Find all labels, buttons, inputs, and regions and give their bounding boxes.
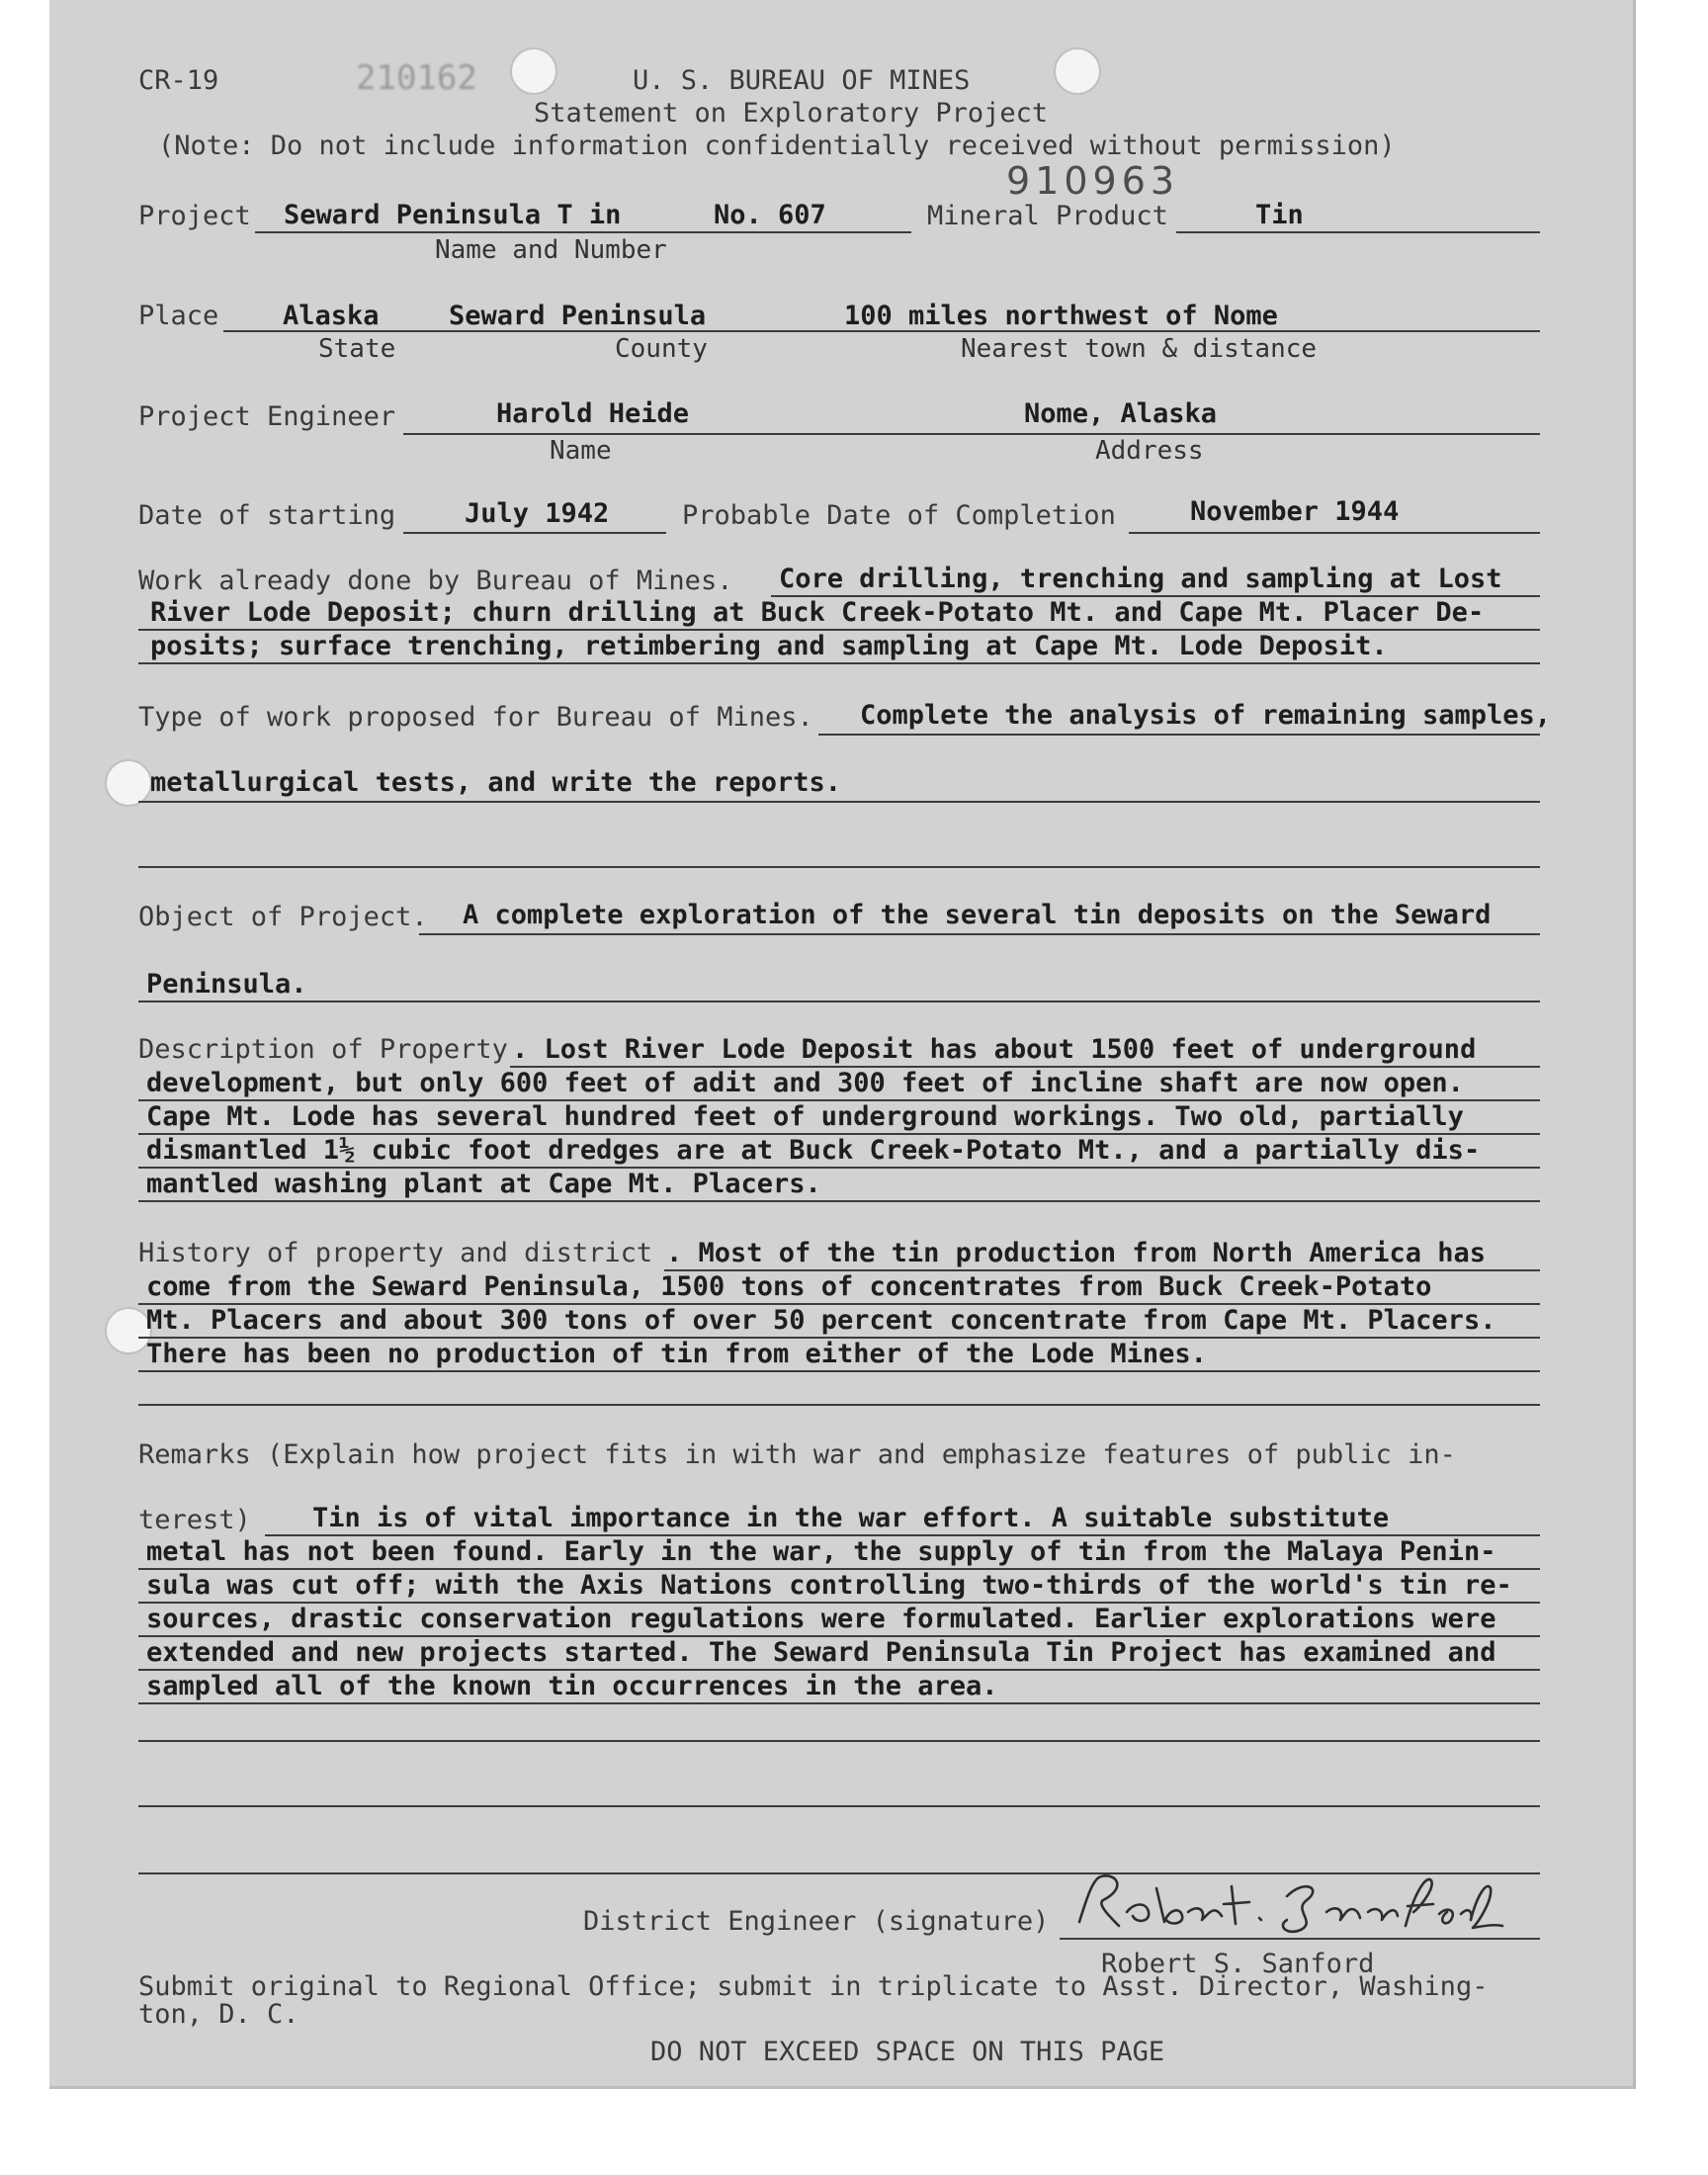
bottom-notice: DO NOT EXCEED SPACE ON THIS PAGE [650, 2037, 1165, 2067]
completion-date-value: November 1944 [1190, 496, 1400, 527]
scan-margin [0, 2096, 1708, 2175]
remarks-label: Remarks (Explain how project fits in with war and emphasize features of public in- [138, 1439, 1456, 1470]
work-done-line: Core drilling, trenching and sampling at Lost [779, 564, 1502, 594]
project-number-value: No. 607 [714, 200, 826, 230]
remarks-line: sources, drastic conservation regulations were formulated. Earlier explorations were [146, 1604, 1496, 1634]
remarks-line: sula was cut off; with the Axis Nations controlling two-thirds of the world's tin re- [146, 1570, 1512, 1601]
field-line [1129, 532, 1540, 534]
submit-instructions: Submit original to Regional Office; submit in triplicate to Asst. Director, Washing- [138, 1971, 1489, 2002]
county-caption: County [615, 334, 708, 364]
engineer-label: Project Engineer [138, 401, 396, 432]
remarks-line: extended and new projects started. The Seward Peninsula Tin Project has examined and [146, 1637, 1496, 1668]
work-proposed-label: Type of work proposed for Bureau of Mines. [138, 702, 813, 733]
typed-signer-name: Robert S. Sanford [1101, 1949, 1375, 1979]
form-code: CR-19 [138, 65, 219, 96]
description-line: development, but only 600 feet of adit and 300 feet of incline shaft are now open. [146, 1068, 1464, 1098]
field-line [138, 1404, 1540, 1406]
punch-hole [1054, 47, 1101, 95]
field-line [138, 662, 1540, 664]
handwritten-signature [1058, 1867, 1512, 1948]
engineer-address-value: Nome, Alaska [1024, 398, 1218, 429]
field-line [138, 1200, 1540, 1202]
punch-hole [510, 47, 557, 95]
faded-stamp-number: 210162 [356, 58, 477, 98]
mineral-product-label: Mineral Product [927, 201, 1168, 231]
field-line [138, 1740, 1540, 1742]
mineral-product-value: Tin [1255, 200, 1304, 230]
object-line: Peninsula. [146, 969, 307, 1000]
field-line [138, 1805, 1540, 1807]
history-line: . Most of the tin production from North America has [666, 1238, 1487, 1268]
place-state-value: Alaska [283, 301, 380, 331]
field-line [403, 532, 666, 534]
work-proposed-line: metallurgical tests, and write the reports. [150, 767, 841, 798]
address-caption: Address [1095, 436, 1204, 466]
signature-label: District Engineer (signature) [583, 1906, 1050, 1937]
description-line: . Lost River Lode Deposit has about 1500 feet of underground [512, 1034, 1477, 1065]
completion-date-label: Probable Date of Completion [682, 500, 1116, 531]
field-line [138, 1370, 1540, 1372]
field-line [1176, 231, 1540, 233]
submit-instructions-cont: ton, D. C. [138, 1999, 299, 2030]
field-line [419, 933, 1540, 935]
description-label: Description of Property [138, 1034, 508, 1065]
name-caption: Name [550, 436, 612, 466]
remarks-label-cont: terest) [138, 1505, 251, 1535]
field-line [255, 231, 911, 233]
town-caption: Nearest town & distance [961, 334, 1318, 364]
history-label: History of property and district [138, 1238, 653, 1268]
start-date-value: July 1942 [465, 498, 610, 529]
place-label: Place [138, 301, 219, 331]
place-county-value: Seward Peninsula [449, 301, 707, 331]
work-done-line: River Lode Deposit; churn drilling at Buck Creek-Potato Mt. and Cape Mt. Placer De- [150, 597, 1485, 628]
field-line [403, 433, 1540, 435]
start-date-label: Date of starting [138, 500, 396, 531]
punch-hole [105, 759, 152, 807]
engineer-name-value: Harold Heide [496, 398, 690, 429]
form-note: (Note: Do not include information confidentially received without permission) [158, 130, 1396, 161]
field-line [138, 866, 1540, 868]
remarks-line: Tin is of vital importance in the war effort. A suitable substitute [312, 1503, 1390, 1533]
description-line: mantled washing plant at Cape Mt. Placers. [146, 1169, 821, 1199]
place-town-value: 100 miles northwest of Nome [844, 301, 1278, 331]
field-line [818, 734, 1540, 736]
project-name-value: Seward Peninsula T in [284, 200, 622, 230]
field-line [138, 1702, 1540, 1704]
project-caption: Name and Number [435, 235, 667, 265]
project-label: Project [138, 201, 251, 231]
object-line: A complete exploration of the several tin deposits on the Seward [463, 900, 1492, 930]
object-label: Object of Project. [138, 902, 428, 932]
agency-name: U. S. BUREAU OF MINES [633, 65, 971, 96]
description-line: dismantled 1½ cubic foot dredges are at Buck Creek-Potato Mt., and a partially dis- [146, 1135, 1481, 1166]
work-done-label: Work already done by Bureau of Mines. [138, 566, 733, 596]
work-proposed-line: Complete the analysis of remaining samples, [860, 700, 1551, 731]
state-caption: State [318, 334, 396, 364]
punch-hole [105, 1307, 152, 1354]
description-line: Cape Mt. Lode has several hundred feet of underground workings. Two old, partially [146, 1101, 1464, 1132]
field-line [138, 801, 1540, 803]
history-line: There has been no production of tin from either of the Lode Mines. [146, 1339, 1207, 1369]
handwritten-number: 910963 [1006, 159, 1180, 203]
history-line: Mt. Placers and about 300 tons of over 50 percent concentrate from Cape Mt. Placers. [146, 1305, 1496, 1336]
remarks-line: sampled all of the known tin occurrences in the area. [146, 1671, 998, 1701]
remarks-line: metal has not been found. Early in the war, the supply of tin from the Malaya Penin- [146, 1536, 1496, 1567]
form-title: Statement on Exploratory Project [534, 98, 1049, 129]
field-line [138, 1000, 1540, 1002]
history-line: come from the Seward Peninsula, 1500 tons of concentrates from Buck Creek-Potato [146, 1271, 1432, 1302]
work-done-line: posits; surface trenching, retimbering and sampling at Cape Mt. Lode Deposit. [150, 631, 1388, 661]
